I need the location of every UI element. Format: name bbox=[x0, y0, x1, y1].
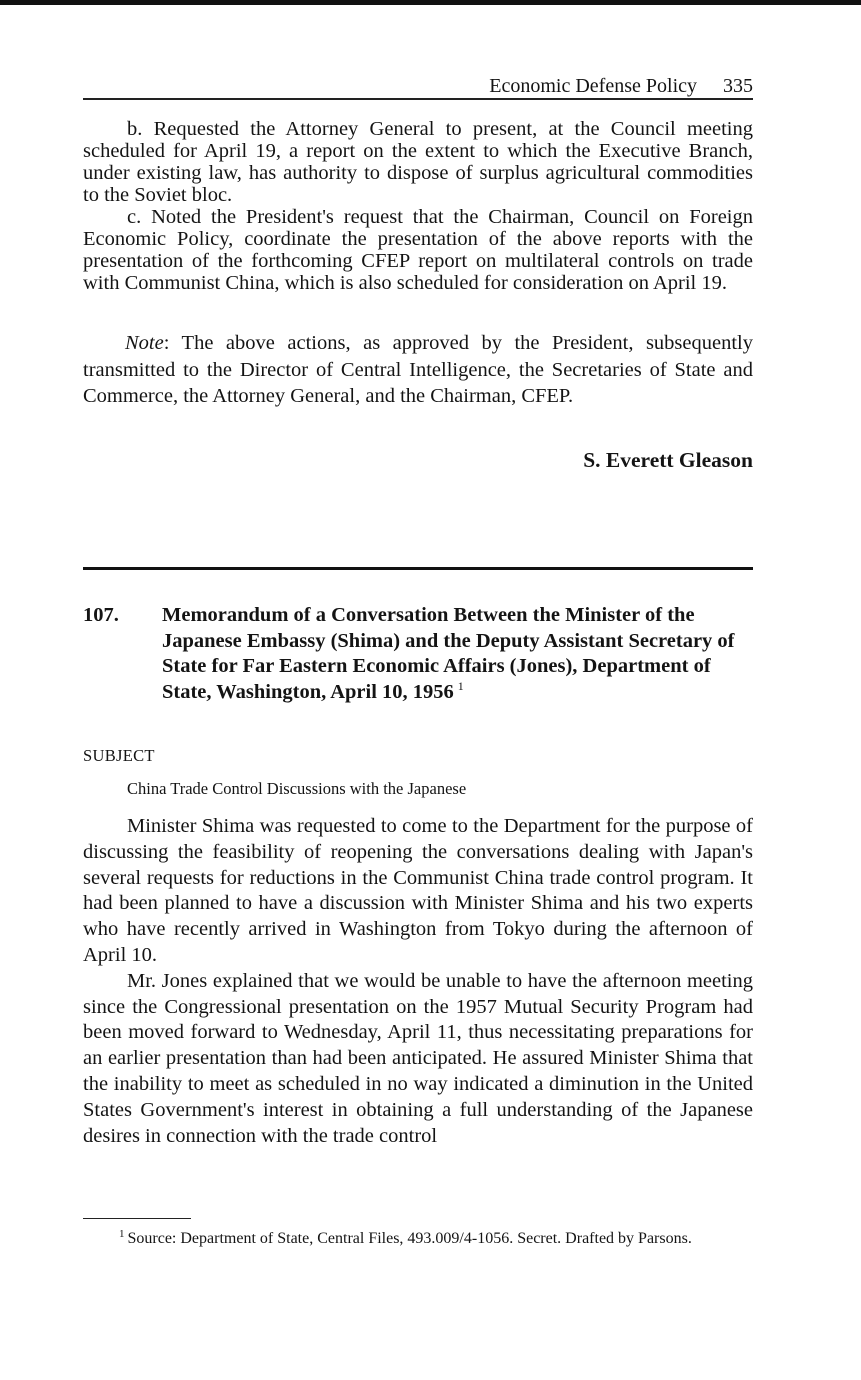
footnote-text: Source: Department of State, Central Files, 493.009/4-1056. Secret. Drafted by Parsons. bbox=[127, 1230, 692, 1247]
note-label: Note bbox=[125, 332, 164, 354]
footnote-marker: 1 bbox=[119, 1227, 125, 1240]
note-section bbox=[83, 330, 753, 410]
document-body bbox=[83, 814, 753, 1149]
document-title-wrap bbox=[162, 603, 753, 705]
action-item-c: c. Noted the President's request that the Chairman, Council on Foreign Economic Policy, coordinate the presentation of the above reports with the presentation of the forthcoming CFEP report on multilateral controls on trade with Communist China, which is also scheduled for consideration on April 19. bbox=[83, 206, 753, 294]
page-top-edge bbox=[0, 0, 861, 5]
footnote-reference: 1 bbox=[457, 678, 464, 693]
subject-text: China Trade Control Discussions with the Japanese bbox=[127, 779, 467, 798]
subject-label: SUBJECT bbox=[83, 746, 155, 765]
page-number: 335 bbox=[723, 75, 753, 97]
actions-section bbox=[83, 118, 753, 294]
section-divider bbox=[83, 567, 753, 570]
note-text: : The above actions, as approved by the President, subsequently transmitted to the Director of Central Intelligence, the Secretaries of State and Commerce, the Attorney General, and the Chairman, CFEP. bbox=[83, 332, 753, 407]
body-paragraph: Mr. Jones explained that we would be unable to have the afternoon meeting since the Congressional presentation on the 1957 Mutual Security Program had been moved forward to Wednesday, April 11, thus necessitating preparations for an earlier presentation than had been anticipated. He assured Minister Shima that the inability to meet as scheduled in no way indicated a diminution in the United States Government's interest in obtaining a full understanding of the Japanese desires in connection with the trade control bbox=[83, 969, 753, 1147]
document-number: 107. bbox=[83, 604, 119, 626]
body-paragraph: Minister Shima was requested to come to the Department for the purpose of discussing the feasibility of reopening the conversations dealing with Japan's several requests for reductions in the Communist China trade control program. It had been planned to have a discussion with Minister Shima and his two experts who have recently arrived in Washington from Tokyo during the afternoon of April 10. bbox=[83, 815, 753, 966]
document-title: Memorandum of a Conversation Between the Minister of the Japanese Embassy (Shima) and the Deputy Assistant Secretary of State for Far Eastern Economic Affairs (Jones), Department of State, Washington, April 10, 1956 bbox=[162, 604, 735, 703]
footnote-rule bbox=[83, 1218, 191, 1219]
action-item-b: b. Requested the Attorney General to present, at the Council meeting scheduled for April 19, a report on the extent to which the Executive Branch, under existing law, has authority to dispose of surplus agricultural commodities to the Soviet bloc. bbox=[83, 118, 753, 206]
signature: S. Everett Gleason bbox=[583, 448, 753, 472]
document-heading bbox=[83, 603, 753, 705]
note-paragraph bbox=[83, 330, 753, 410]
running-title: Economic Defense Policy bbox=[489, 75, 697, 97]
running-header bbox=[83, 74, 753, 100]
footnote bbox=[83, 1228, 753, 1249]
